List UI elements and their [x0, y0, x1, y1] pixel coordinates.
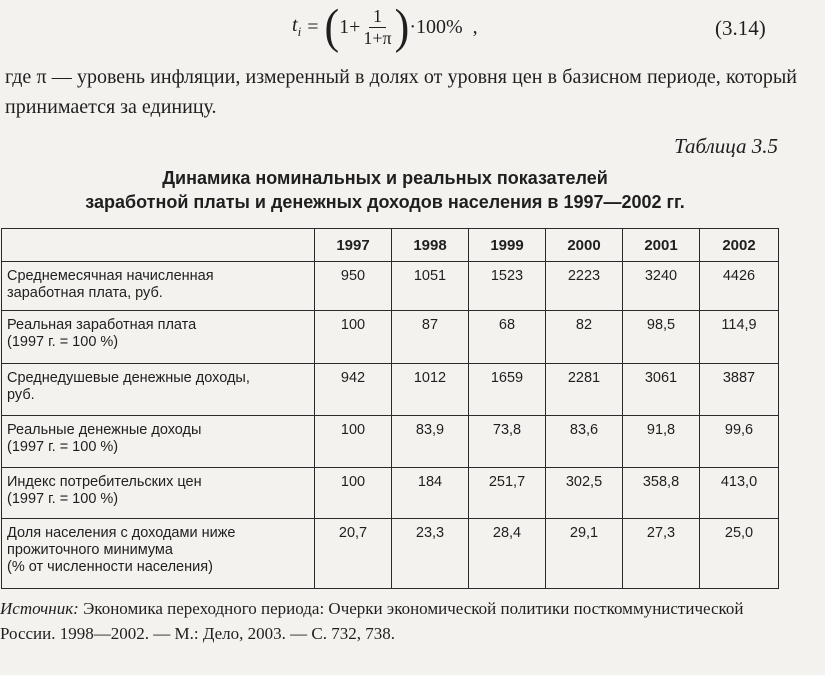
row-label: Реальные денежные доходы (1997 г. = 100 %) [2, 416, 315, 468]
formula-one-plus: 1+ [339, 15, 361, 38]
cell-value: 1523 [469, 262, 546, 311]
cell-value: 1659 [469, 364, 546, 416]
cell-value: 28,4 [469, 519, 546, 589]
cell-value: 2281 [546, 364, 623, 416]
table-row [2, 311, 779, 364]
table-label: Таблица 3.5 [674, 134, 778, 158]
row-label: Доля населения с доходами ниже прожиточного минимума (% от численности населения) [2, 519, 315, 589]
formula-tail: ·100% [409, 15, 463, 38]
header-year: 1999 [469, 229, 546, 262]
data-table [1, 228, 779, 589]
cell-value: 413,0 [700, 468, 779, 519]
cell-value: 20,7 [315, 519, 392, 589]
header-year: 1998 [392, 229, 469, 262]
cell-value: 91,8 [623, 416, 700, 468]
source-label: Источник: [0, 599, 79, 618]
table-title-line-2: заработной платы и денежных доходов населения в 1997—2002 гг. [85, 192, 685, 212]
cell-value: 942 [315, 364, 392, 416]
cell-value: 87 [392, 311, 469, 364]
table-header-row [2, 229, 779, 262]
header-year: 1997 [315, 229, 392, 262]
row-label: Среднемесячная начисленная заработная плата, руб. [2, 262, 315, 311]
cell-value: 29,1 [546, 519, 623, 589]
cell-value: 100 [315, 468, 392, 519]
row-label: Индекс потребительских цен (1997 г. = 100 %) [2, 468, 315, 519]
cell-value: 184 [392, 468, 469, 519]
header-year: 2002 [700, 229, 779, 262]
formula-lhs: $t_i$ [292, 14, 302, 39]
table-title-line-1: Динамика номинальных и реальных показателей [162, 168, 608, 188]
formula [292, 2, 478, 52]
cell-value: 73,8 [469, 416, 546, 468]
formula-equals: = [307, 15, 319, 38]
header-corner [2, 229, 315, 262]
equation-number: (3.14) [715, 16, 766, 40]
cell-value: 2223 [546, 262, 623, 311]
formula-denominator: 1+π [363, 27, 392, 48]
cell-value: 100 [315, 416, 392, 468]
table-row [2, 416, 779, 468]
formula-fraction [363, 6, 391, 49]
source-note [0, 596, 800, 646]
cell-value: 358,8 [623, 468, 700, 519]
cell-value: 100 [315, 311, 392, 364]
cell-value: 98,5 [623, 311, 700, 364]
cell-value: 68 [469, 311, 546, 364]
source-text: Экономика переходного периода: Очерки экономической политики посткоммунистической России. 1998—2002. — М.: Дело, 2003. — С. 732, 738. [0, 599, 744, 643]
table-row [2, 262, 779, 311]
row-label: Среднедушевые денежные доходы, руб. [2, 364, 315, 416]
cell-value: 1051 [392, 262, 469, 311]
cell-value: 114,9 [700, 311, 779, 364]
cell-value: 1012 [392, 364, 469, 416]
cell-value: 83,9 [392, 416, 469, 468]
cell-value: 82 [546, 311, 623, 364]
cell-value: 3887 [700, 364, 779, 416]
cell-value: 99,6 [700, 416, 779, 468]
table-title [0, 166, 770, 214]
cell-value: 302,5 [546, 468, 623, 519]
formula-left-paren: ( [324, 0, 340, 54]
cell-value: 950 [315, 262, 392, 311]
table-row [2, 364, 779, 416]
paragraph: где π — уровень инфляции, измеренный в долях от уровня цен в базисном периоде, который принимается за единицу. [5, 66, 797, 118]
formula-right-paren: ) [394, 0, 410, 54]
header-year: 2001 [623, 229, 700, 262]
cell-value: 3240 [623, 262, 700, 311]
cell-value: 25,0 [700, 519, 779, 589]
formula-numerator: 1 [369, 6, 386, 28]
cell-value: 27,3 [623, 519, 700, 589]
cell-value: 3061 [623, 364, 700, 416]
table-row [2, 468, 779, 519]
table-row [2, 519, 779, 589]
cell-value: 4426 [700, 262, 779, 311]
header-year: 2000 [546, 229, 623, 262]
cell-value: 83,6 [546, 416, 623, 468]
cell-value: 23,3 [392, 519, 469, 589]
formula-comma: , [472, 15, 478, 38]
cell-value: 251,7 [469, 468, 546, 519]
row-label: Реальная заработная плата (1997 г. = 100 %) [2, 311, 315, 364]
